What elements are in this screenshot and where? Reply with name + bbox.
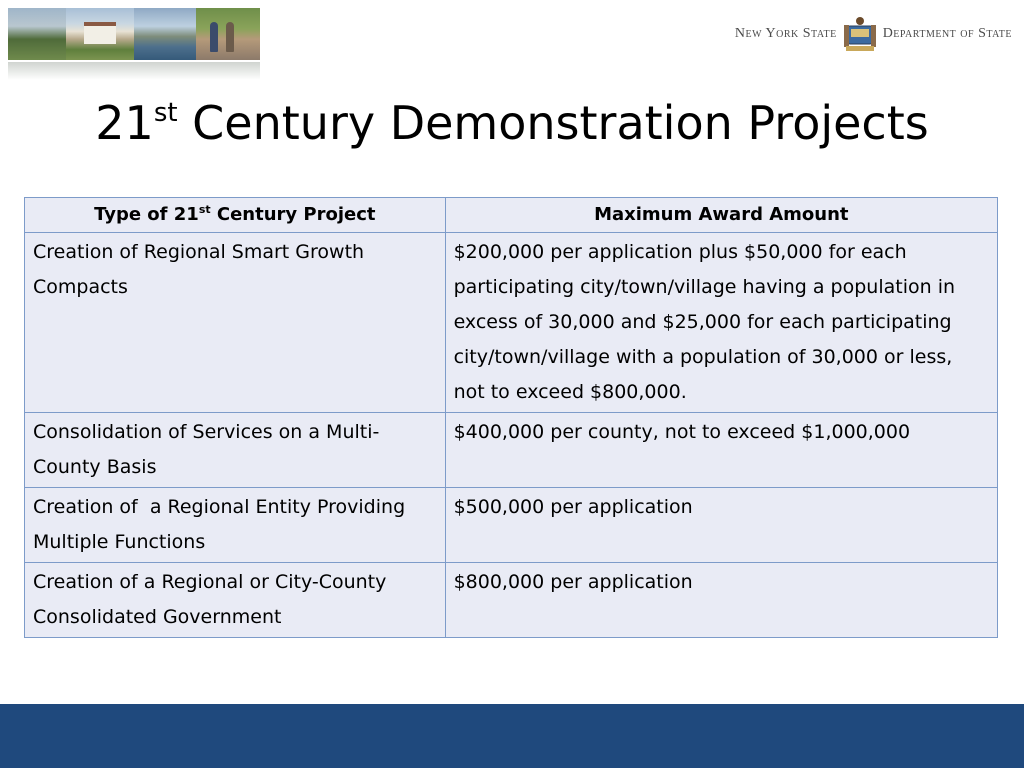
table-row [25,563,998,638]
table-row [25,233,998,413]
title-rest: Century Demonstration Projects [177,96,929,150]
title-prefix: 21 [95,96,154,150]
table-row [25,413,998,488]
header-max-award: Maximum Award Amount [445,198,997,233]
photo-town-building [66,8,134,60]
table-row [25,488,998,563]
award-amount-cell: $800,000 per application [445,563,997,638]
project-type-cell: Consolidation of Services on a Multi-County Basis [25,413,446,488]
nys-dos-logo [735,14,1012,54]
logo-right-text: Department of State [882,26,1012,41]
table-header-row [25,198,998,233]
header-project-type: Type of 21st Century Project [25,198,446,233]
project-type-cell: Creation of a Regional Entity Providing Multiple Functions [25,488,446,563]
award-amount-cell: $500,000 per application [445,488,997,563]
footer-bar [0,704,1024,768]
photo-pedestrians [196,8,260,60]
title-superscript: st [153,98,178,128]
project-type-cell: Creation of Regional Smart Growth Compacts [25,233,446,413]
award-amount-cell: $400,000 per county, not to exceed $1,000,000 [445,413,997,488]
header-photo-strip [8,8,260,60]
photo-river-landscape [8,8,66,60]
project-type-cell: Creation of a Regional or City-County Consolidated Government [25,563,446,638]
photo-canal [134,8,196,60]
page-title [0,96,1024,151]
logo-left-text: New York State [734,26,837,41]
photo-strip-reflection [8,62,260,80]
award-amount-cell: $200,000 per application plus $50,000 for each participating city/town/village having a population in excess of 30,000 and $25,000 for each participating city/town/village with a population of 30,000 or less, not to exceed $800,000. [445,233,997,413]
award-table [24,197,998,638]
nys-seal-icon [843,15,877,53]
